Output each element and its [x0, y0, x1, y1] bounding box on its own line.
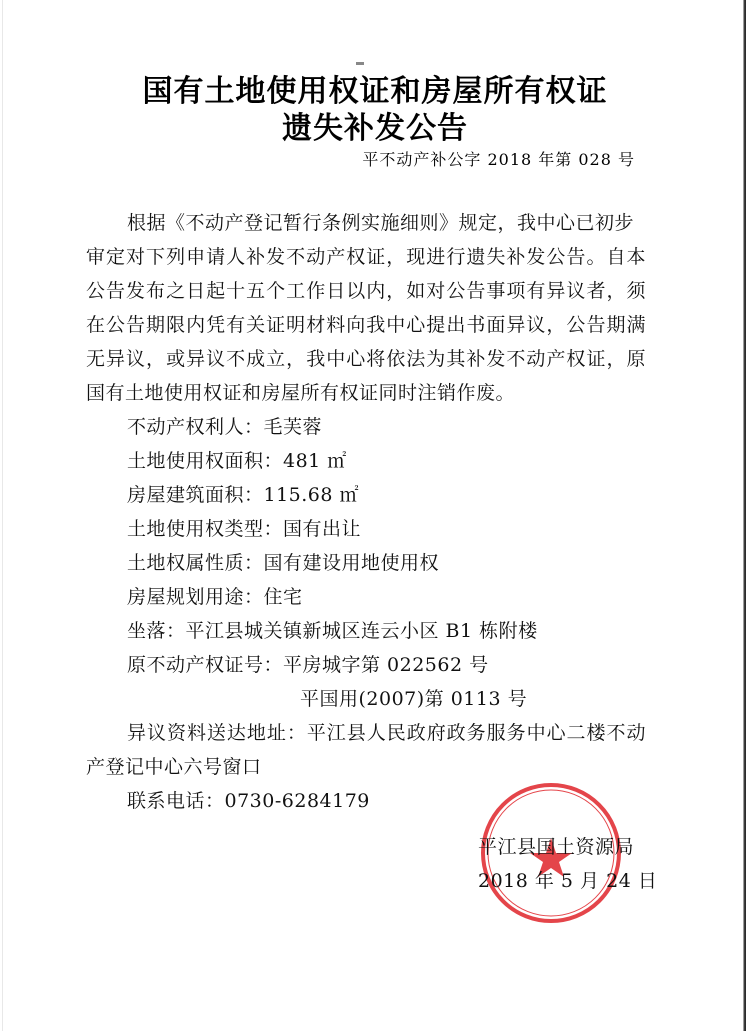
original-cert-field: 原不动产权证号：平房城字第 022562 号 [127, 654, 489, 676]
body-line: 根据《不动产登记暂行条例实施细则》规定，我中心已初步 [127, 212, 635, 234]
body-line: 审定对下列申请人补发不动产权证，现进行遗失补发公告。自本 [86, 246, 646, 268]
body-line: 公告发布之日起十五个工作日以内，如对公告事项有异议者，须 [86, 280, 646, 302]
notice-title-line1: 国有土地使用权证和房屋所有权证 [142, 74, 608, 109]
body-line: 无异议，或异议不成立，我中心将依法为其补发不动产权证，原 [86, 348, 646, 370]
location-field: 坐落：平江县城关镇新城区连云小区 B1 栋附楼 [127, 620, 538, 642]
page-edge-right [743, 0, 746, 1031]
address-field-line1: 异议资料送达地址：平江县人民政府政务服务中心二楼不动 [127, 722, 646, 744]
land-property-field: 土地权属性质：国有建设用地使用权 [127, 552, 440, 574]
body-line: 在公告期限内凭有关证明材料向我中心提出书面异议，公告期满 [86, 314, 646, 336]
building-area-field: 房屋建筑面积：115.68 ㎡ [127, 484, 360, 506]
original-land-cert-field: 平国用(2007)第 0113 号 [300, 688, 528, 710]
document-number: 平不动产补公字 2018 年第 028 号 [362, 150, 635, 169]
phone-field: 联系电话：0730-6284179 [127, 790, 370, 812]
house-use-field: 房屋规划用途：住宅 [127, 586, 303, 608]
land-use-type-field: 土地使用权类型：国有出让 [127, 518, 362, 540]
owner-field: 不动产权利人：毛芙蓉 [127, 416, 323, 438]
body-line: 国有土地使用权证和房屋所有权证同时注销作废。 [86, 382, 516, 404]
page-edge-left [2, 0, 3, 1031]
scan-mark [356, 62, 364, 65]
notice-title-line2: 遗失补发公告 [282, 111, 468, 146]
issue-date: 2018 年 5 月 24 日 [478, 870, 658, 892]
land-area-field: 土地使用权面积：481 ㎡ [127, 450, 347, 472]
issuing-organization: 平江县国土资源局 [478, 836, 635, 858]
address-field-line2: 产登记中心六号窗口 [86, 756, 262, 778]
